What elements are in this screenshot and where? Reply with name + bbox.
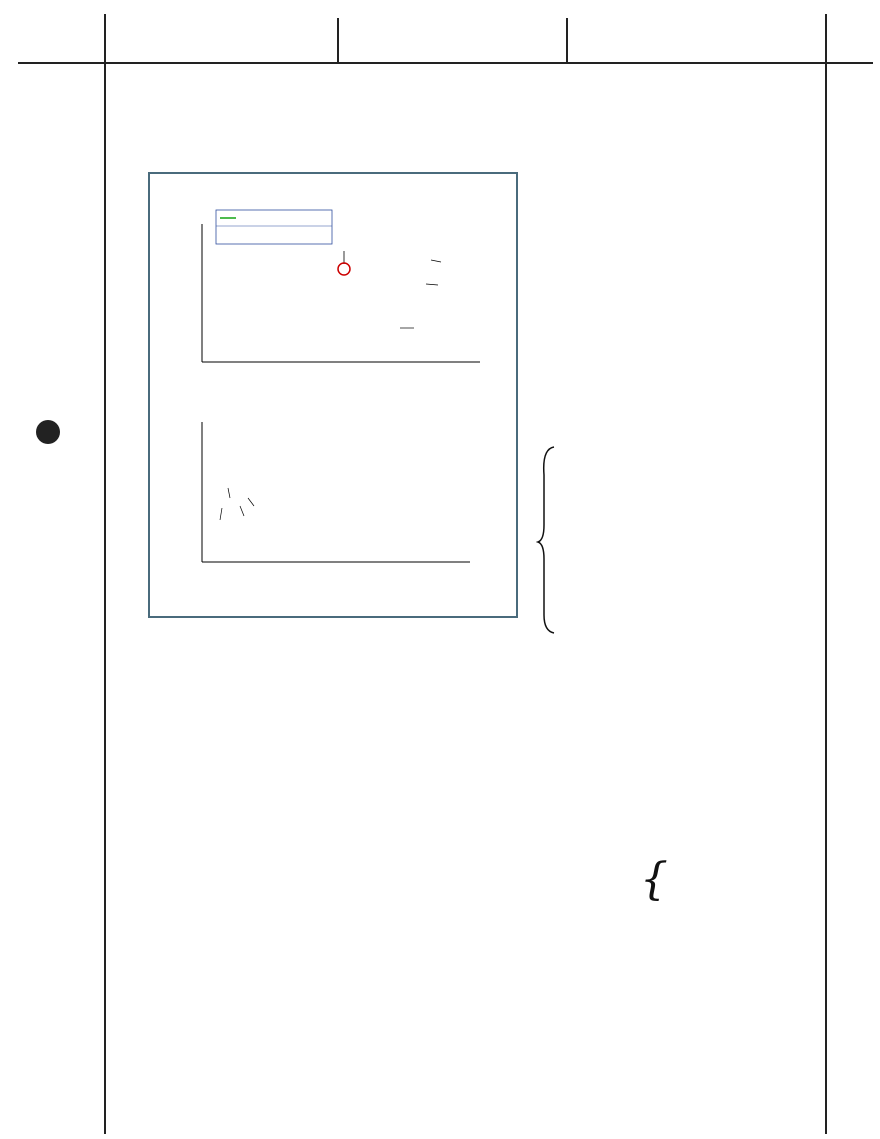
top-legend-box — [216, 210, 332, 244]
bot-arrow-07 — [228, 488, 230, 498]
top-arrow-07 — [431, 260, 441, 262]
bot-arrow-08 — [248, 498, 254, 506]
right-margin-line — [825, 14, 827, 1134]
stress-strain-chart — [202, 422, 470, 562]
figure-frame — [148, 172, 518, 618]
results-brace — [536, 445, 560, 635]
param-brace: { — [640, 854, 668, 905]
header-divider-2 — [566, 18, 568, 64]
ampad-logo — [36, 420, 60, 444]
notes-3-1 — [540, 135, 830, 161]
left-margin-line — [104, 14, 106, 1134]
top-arrow-08 — [426, 284, 438, 285]
cs-marker — [338, 263, 350, 275]
anisotropy-figure — [150, 174, 516, 616]
header-rule — [18, 62, 873, 64]
bot-arrow-10 — [220, 508, 222, 520]
header-divider-1 — [337, 18, 339, 64]
bot-arrow-kc — [240, 506, 244, 516]
stress-path-chart — [150, 174, 480, 362]
